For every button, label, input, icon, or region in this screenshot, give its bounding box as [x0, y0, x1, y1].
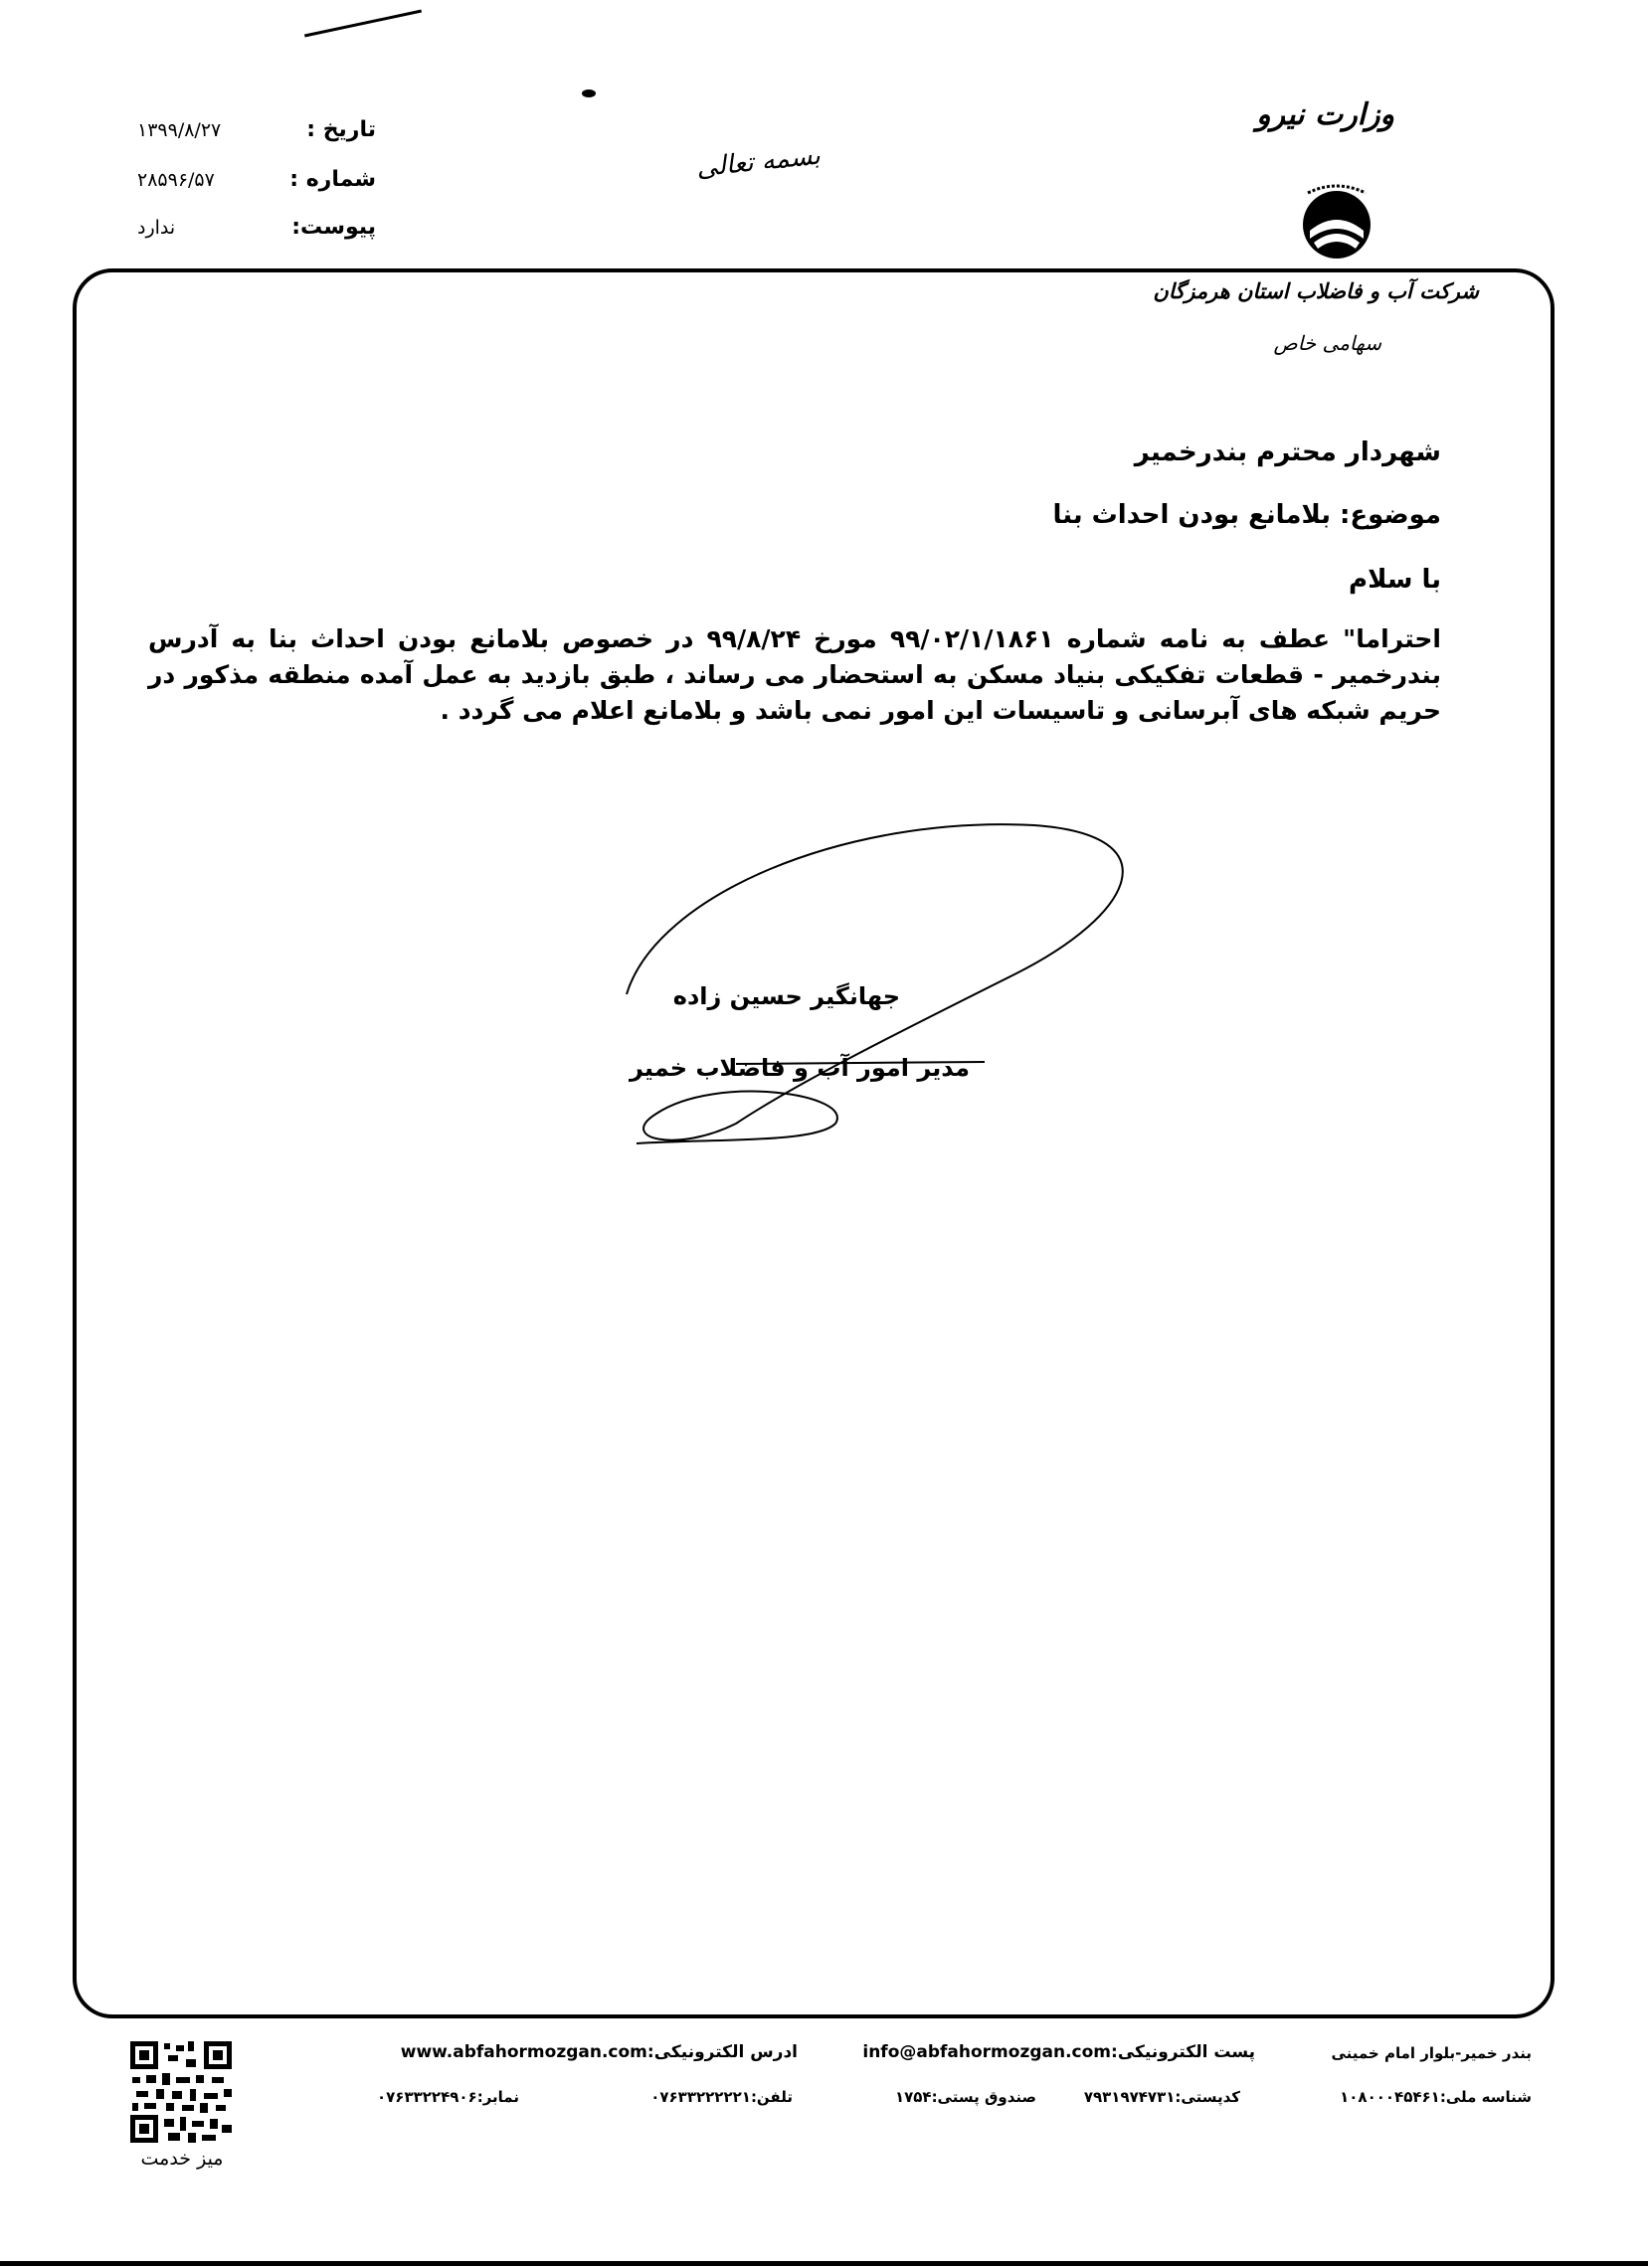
- signer-title: مدیر امور آب و فاضلاب خمیر: [629, 1054, 970, 1082]
- scan-mark: [582, 89, 596, 97]
- footer-national-id: شناسه ملی:۱۰۸۰۰۰۴۵۴۶۱: [1340, 2088, 1532, 2106]
- signature-scribble: [597, 795, 1154, 1153]
- subject: موضوع: بلامانع بودن احداث بنا: [1052, 500, 1441, 530]
- date-value: ۱۳۹۹/۸/۲۷: [137, 119, 222, 141]
- company-type: سهامی خاص: [1273, 331, 1381, 355]
- date-label: تاریخ :: [306, 117, 376, 142]
- number-row: [137, 167, 376, 201]
- attachment-value: ندارد: [137, 217, 176, 239]
- qr-code[interactable]: [130, 2041, 232, 2143]
- company-logo: [1288, 181, 1385, 262]
- company-name: شرکت آب و فاضلاب استان هرمزگان: [1153, 278, 1479, 303]
- footer-website: ادرس الکترونیکی:www.abfahormozgan.com: [400, 2042, 798, 2062]
- signer-name: جهانگیر حسین زاده: [672, 982, 900, 1010]
- qr-caption: میز خدمت: [140, 2148, 224, 2170]
- attachment-row: [137, 215, 376, 249]
- scan-mark: [304, 10, 422, 38]
- ministry-name: وزارت نیرو: [1256, 97, 1394, 132]
- number-label: شماره :: [289, 167, 376, 192]
- number-value: ۲۸۵۹۶/۵۷: [137, 169, 215, 191]
- bottom-scan-line: [0, 2261, 1648, 2266]
- attachment-label: پیوست:: [291, 215, 376, 240]
- footer-phone: تلفن:۰۷۶۳۳۲۲۲۲۲۱: [650, 2088, 793, 2106]
- footer-address: بندر خمیر-بلوار امام خمینی: [1331, 2044, 1532, 2062]
- invocation: بسمه تعالی: [694, 140, 823, 184]
- footer-po-box: صندوق پستی:۱۷۵۴: [894, 2088, 1036, 2106]
- greeting: با سلام: [1349, 565, 1441, 595]
- date-row: [137, 117, 376, 151]
- footer-postal-code: کدپستی:۷۹۳۱۹۷۴۷۳۱: [1083, 2088, 1240, 2106]
- footer-fax: نمابر:۰۷۶۳۳۲۲۴۹۰۶: [376, 2088, 519, 2106]
- addressee: شهردار محترم بندرخمیر: [1134, 437, 1441, 467]
- letter-body: احتراما" عطف به نامه شماره ۹۹/۰۲/۱/۱۸۶۱ مورخ ۹۹/۸/۲۴ در خصوص بلامانع بودن احداث بنا به آدرس بندرخمیر - قطعات تفکیکی بنیاد مسکن به استحضار می رساند ، طبق بازدید به عمل آمده منطقه مذکور در حریم شبکه های آبرسانی و تاسیسات این امور نمی باشد و بلامانع اعلام می گردد .: [148, 624, 1441, 725]
- footer-email: پست الکترونیکی:info@abfahormozgan.com: [862, 2042, 1255, 2062]
